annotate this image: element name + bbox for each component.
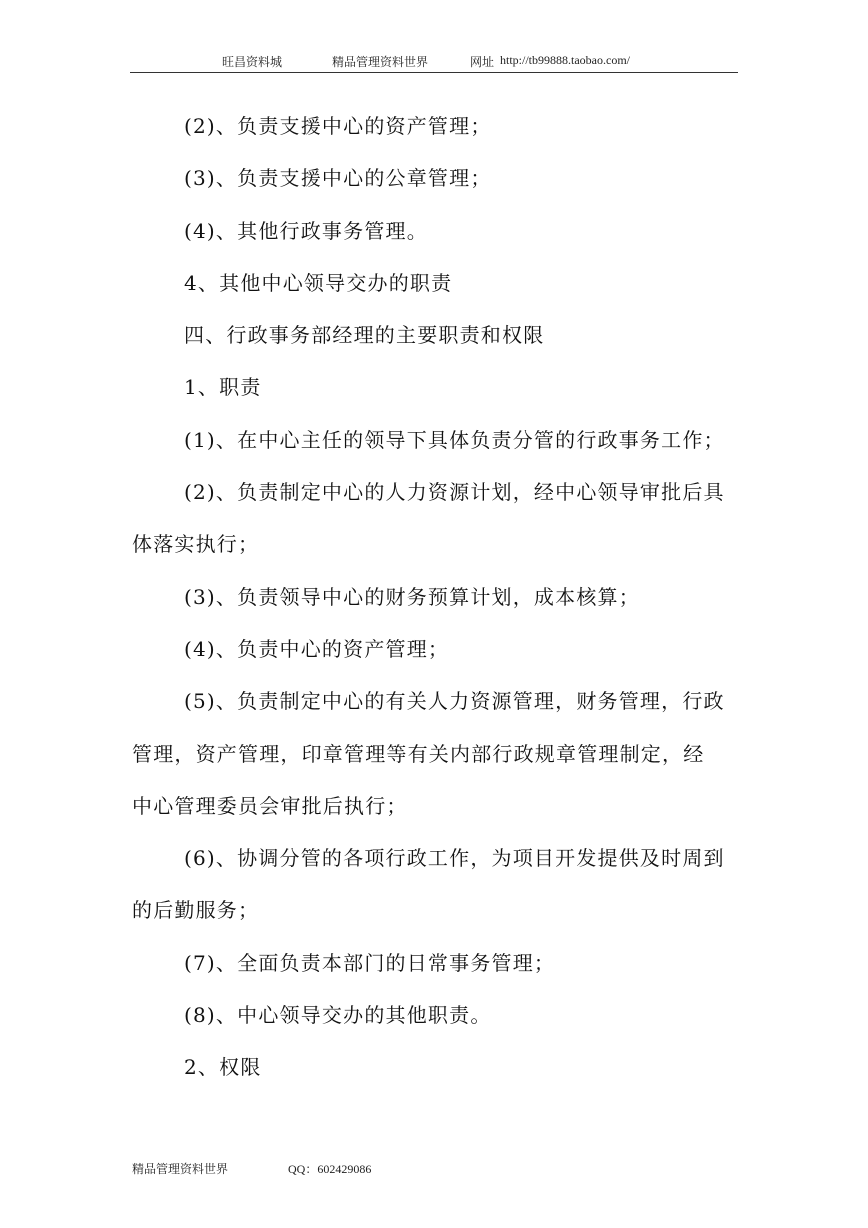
header-url: http://tb99888.taobao.com/	[500, 53, 630, 67]
header-url-label: 网址	[470, 55, 495, 69]
subsection-heading: 2、权限	[184, 1055, 262, 1080]
list-item-continuation: 中心管理委员会审批后执行；	[132, 793, 408, 818]
footer-qq-contact: QQ：602429086	[288, 1162, 372, 1176]
list-item: (1)、在中心主任的领导下具体负责分管的行政事务工作；	[184, 427, 725, 452]
subsection-heading: 1、职责	[184, 375, 262, 400]
page-footer	[132, 1160, 732, 1178]
list-item: (4)、其他行政事务管理。	[184, 218, 428, 243]
list-item: (3)、负责领导中心的财务预算计划，成本核算；	[184, 584, 640, 609]
document-body	[132, 100, 742, 1094]
list-item: (6)、协调分管的各项行政工作，为项目开发提供及时周到	[184, 846, 725, 871]
list-item: (7)、全面负责本部门的日常事务管理；	[184, 950, 556, 975]
list-item: (3)、负责支援中心的公章管理；	[184, 166, 492, 191]
list-item-continuation: 体落实执行；	[132, 532, 260, 557]
list-item: (2)、负责制定中心的人力资源计划，经中心领导审批后具	[184, 480, 725, 505]
section-heading: 四、行政事务部经理的主要职责和权限	[184, 323, 545, 348]
page-header	[130, 50, 738, 73]
header-site-slogan: 精品管理资料世界	[332, 55, 429, 69]
list-item: (4)、负责中心的资产管理；	[184, 636, 450, 661]
list-item: (2)、负责支援中心的资产管理；	[184, 114, 492, 138]
list-item: (8)、中心领导交办的其他职责。	[184, 1003, 492, 1028]
list-item-continuation: 的后勤服务；	[132, 898, 260, 923]
footer-site-name: 精品管理资料世界	[132, 1162, 229, 1176]
list-item-continuation: 管理，资产管理，印章管理等有关内部行政规章管理制定，经	[132, 741, 705, 766]
header-site-name: 旺昌资料城	[222, 55, 283, 69]
list-item: (5)、负责制定中心的有关人力资源管理，财务管理，行政	[184, 689, 725, 714]
section-item: 4、其他中心领导交办的职责	[184, 270, 453, 295]
